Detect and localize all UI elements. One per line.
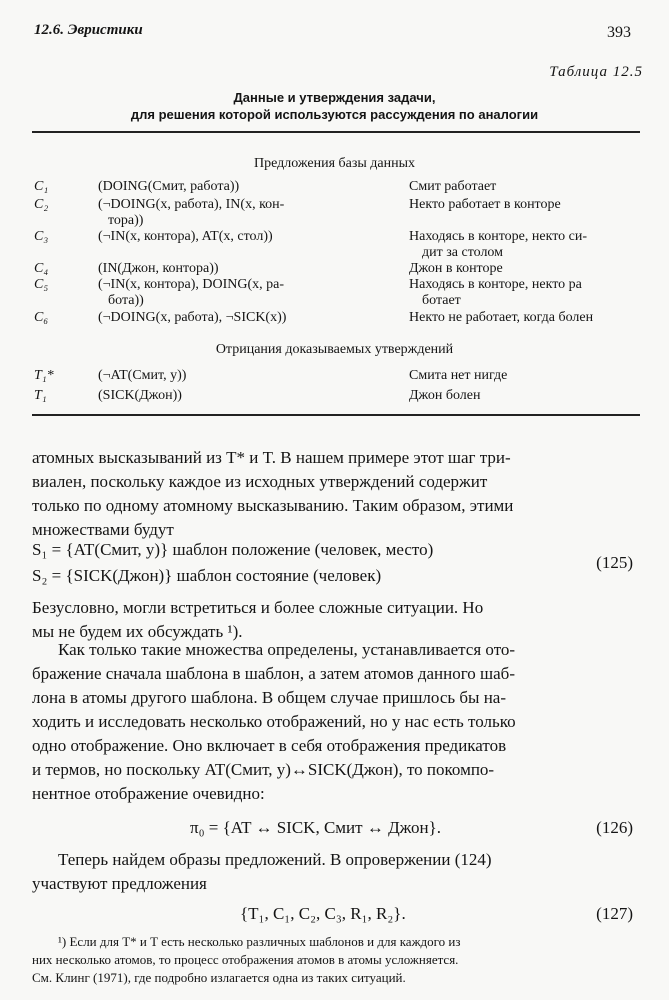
table-row (34, 261, 644, 277)
body-line: Теперь найдем образы предложений. В опровержении (124) (58, 850, 492, 869)
footnote-line: См. Клинг (1971), где подробно излагается одна из таких ситуаций. (32, 970, 406, 985)
body-line: множествами будут (32, 520, 174, 539)
equation-number-126: (126) (596, 818, 633, 837)
equation-number-127: (127) (596, 904, 633, 923)
clause-label: C₁ (34, 179, 49, 194)
table-row (34, 229, 644, 245)
table-row (34, 388, 644, 404)
body-line: нентное отображение очевидно: (32, 784, 265, 803)
table-row (34, 310, 644, 326)
negation-description: Смита нет нигде (409, 368, 508, 383)
body-line: Как только такие множества определены, устанавливается ото- (58, 640, 516, 659)
clause-expression-continuation: тора)) (108, 213, 144, 228)
clause-label: C₄ (34, 261, 49, 276)
body-line: Безусловно, могли встретиться и более сложные ситуации. Но (32, 598, 484, 617)
clause-description-continuation: ботает (422, 293, 461, 308)
section-title-database: Предложения базы данных (253, 156, 416, 171)
clause-expression: (¬IN(x, контора), DOING(x, ра- (98, 277, 285, 292)
table-number: Таблица 12.5 (549, 64, 643, 80)
body-line: и термов, но поскольку AT(Смит, y)↔SICK(Джон), то покомпо- (32, 760, 495, 779)
body-line: бражение сначала шаблона в шаблон, а затем атомов данного шаб- (32, 664, 515, 683)
equation-125-line2: S₂ = {SICK(Джон)} шаблон состояние (человек) (32, 566, 382, 585)
clause-description: Некто не работает, когда болен (409, 310, 594, 325)
table-row (34, 368, 644, 384)
clause-label: C₂ (34, 197, 49, 212)
table-caption-line2: для решения которой используются рассуждения по аналогии (130, 107, 539, 122)
clause-expression: (¬DOING(x, работа), IN(x, кон- (98, 197, 285, 212)
equation-number-125: (125) (596, 553, 633, 572)
body-line: атомных высказываний из T* и T. В нашем примере этот шаг три- (32, 448, 511, 467)
clause-expression-continuation: бота)) (108, 293, 144, 308)
clause-expression: (IN(Джон, контора)) (98, 261, 219, 276)
body-line: участвуют предложения (32, 874, 207, 893)
clause-label: C₆ (34, 310, 49, 325)
clause-description: Смит работает (409, 179, 497, 194)
table-row (34, 197, 644, 213)
negation-label: T₁ (34, 388, 47, 403)
negation-expression: (¬AT(Смит, y)) (98, 368, 187, 383)
negation-expression: (SICK(Джон)) (98, 388, 182, 403)
body-line: виален, поскольку каждое из исходных утверждений содержит (32, 472, 488, 491)
clause-description-continuation: дит за столом (422, 245, 504, 260)
page-number: 393 (607, 24, 631, 41)
clause-expression: (¬IN(x, контора), AT(x, стол)) (98, 229, 273, 244)
body-line: одно отображение. Оно включает в себя отображения предикатов (32, 736, 507, 755)
equation-127: {T₁, C₁, C₂, C₃, R₁, R₂}. (240, 904, 406, 923)
clause-description: Некто работает в конторе (409, 197, 561, 212)
table-caption-line1: Данные и утверждения задачи, (233, 90, 436, 105)
footnote-line: них несколько атомов, то процесс отображения атомов в атомы усложняется. (32, 952, 459, 967)
table-row (34, 277, 644, 293)
clause-description: Находясь в конторе, некто ра (409, 277, 582, 292)
clause-description: Джон в конторе (409, 261, 503, 276)
clause-expression: (DOING(Смит, работа)) (98, 179, 240, 194)
table-top-rule (32, 131, 640, 133)
clause-label: C₅ (34, 277, 49, 292)
negation-label: T₁* (34, 368, 54, 383)
section-title-negations: Отрицания доказываемых утверждений (215, 342, 454, 357)
body-line: ходить и исследовать несколько отображений, но у нас есть только (32, 712, 516, 731)
table-bottom-rule (32, 414, 640, 416)
table-row (34, 179, 644, 195)
clause-expression: (¬DOING(x, работа), ¬SICK(x)) (98, 310, 287, 325)
equation-126: π₀ = {AT ↔ SICK, Смит ↔ Джон}. (190, 818, 442, 837)
body-line: только по одному атомному высказыванию. Таким образом, этими (32, 496, 514, 515)
clause-label: C₃ (34, 229, 49, 244)
negation-description: Джон болен (409, 388, 481, 403)
running-header: 12.6. Эвристики (34, 22, 143, 38)
clause-description: Находясь в конторе, некто си- (409, 229, 588, 244)
equation-125-line1: S₁ = {AT(Смит, y)} шаблон положение (человек, место) (32, 540, 434, 559)
body-line: лона в атомы другого шаблона. В общем случае пришлось бы на- (32, 688, 506, 707)
footnote-line: ¹) Если для T* и T есть несколько различных шаблонов и для каждого из (58, 934, 461, 949)
body-line: мы не будем их обсуждать ¹). (32, 622, 243, 641)
